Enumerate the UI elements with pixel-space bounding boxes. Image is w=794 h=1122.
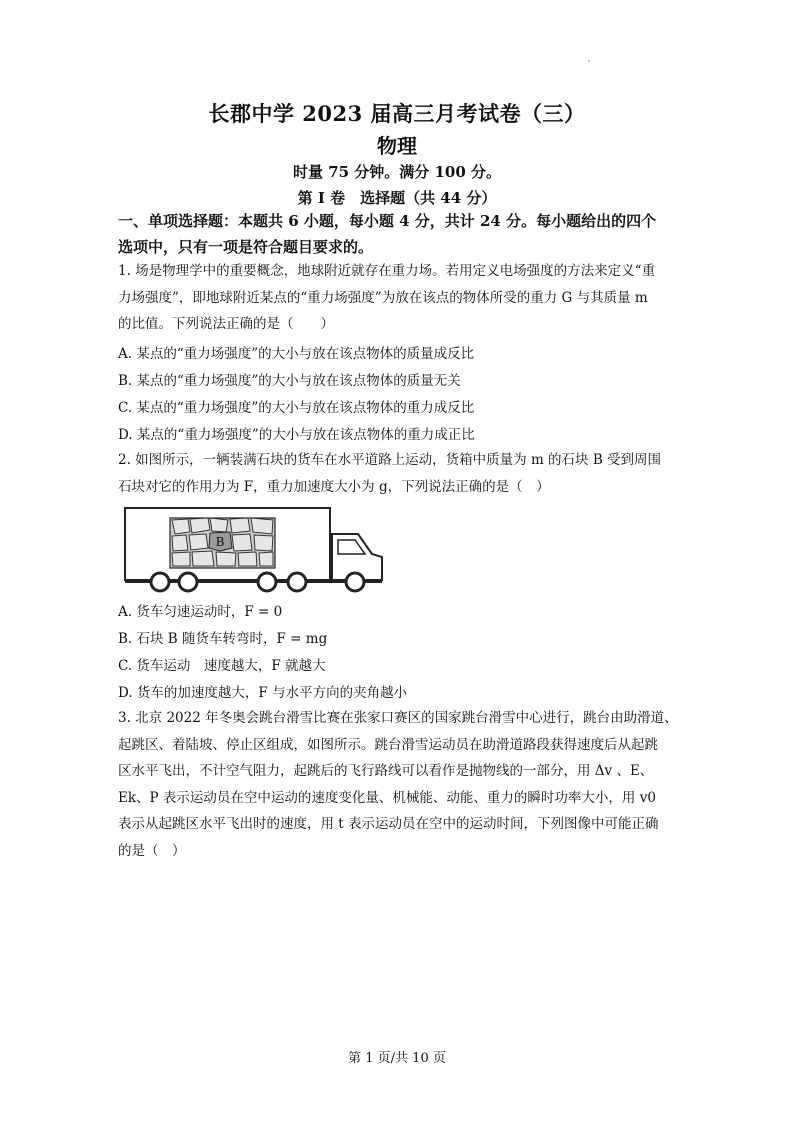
section-heading-line-2: 选项中，只有一项是符合题目要求的。 [118,238,374,256]
question-3-line-6: 的是（ ） [118,842,186,859]
part-heading: 第 I 卷 选择题（共 44 分） [297,189,497,207]
question-1-stem [118,258,678,338]
scan-speck [588,60,590,62]
question-2-line-1: 2. 如图所示，一辆装满石块的货车在水平道路上运动，货箱中质量为 m 的石块 B 受到周围 [118,452,662,468]
page-footer: 第 1 页/共 10 页 [348,1051,446,1066]
subject-title: 物理 [377,134,417,158]
question-2-line-2: 石块对它的作用力为 F，重力加速度大小为 g，下列说法正确的是（ ） [118,478,550,495]
section-heading [118,208,678,260]
question-1-line-3: 的比值。下列说法正确的是（ ） [118,316,334,332]
section-heading-line-1: 一、单项选择题：本题共 6 小题，每小题 4 分，共计 24 分。每小题给出的四个 [118,212,657,230]
question-3-line-4: Ek、P 表示运动员在空中运动的速度变化量、机械能、动能、重力的瞬时功率大小，用 v0 [118,789,656,806]
question-2-stem [118,447,678,500]
question-1-option-a: A. 某点的“重力场强度”的大小与放在该点物体的质量成反比 [118,346,475,362]
question-1-line-2: 力场强度”，即地球附近某点的“重力场强度”为放在该点的物体所受的重力 G 与其质量 m [118,289,648,306]
rock-b-label: B [215,535,225,549]
exam-title: 长郡中学 2023 届高三月考试卷（三） [208,101,586,126]
question-1-option-c: C. 某点的“重力场强度”的大小与放在该点物体的重力成反比 [118,400,475,416]
question-1-option-d: D. 某点的“重力场强度”的大小与放在该点物体的重力成正比 [118,427,475,443]
question-3-line-1: 3. 北京 2022 年冬奥会跳台滑雪比赛在张家口赛区的国家跳台滑雪中心进行，跳台由助滑道、 [118,710,678,726]
question-3-line-2: 起跳区、着陆坡、停止区组成，如图所示。跳台滑雪运动员在助滑道路段获得速度后从起跳 [118,736,658,753]
truck-figure [120,504,390,596]
question-3-line-3: 区水平飞出，不计空气阻力，起跳后的飞行路线可以看作是抛物线的一部分，用 Δv 、E、 [118,763,654,779]
question-1-option-b: B. 某点的“重力场强度”的大小与放在该点物体的质量无关 [118,373,461,389]
time-info: 时量 75 分钟。满分 100 分。 [292,163,502,181]
question-2-option-b: B. 石块 B 随货车转弯时，F = mg [118,631,328,647]
question-2-option-a: A. 货车匀速运动时，F = 0 [118,604,283,620]
question-3-stem [118,705,678,864]
question-2-option-c: C. 货车运动 速度越大，F 就越大 [118,658,326,674]
question-1-line-1: 1. 场是物理学中的重要概念，地球附近就存在重力场。若用定义电场强度的方法来定义“重 [118,263,656,279]
question-3-line-5: 表示从起跳区水平飞出时的速度，用 t 表示运动员在空中的运动时间，下列图像中可能正确 [118,816,659,832]
question-2-option-d: D. 货车的加速度越大，F 与水平方向的夹角越小 [118,685,408,701]
